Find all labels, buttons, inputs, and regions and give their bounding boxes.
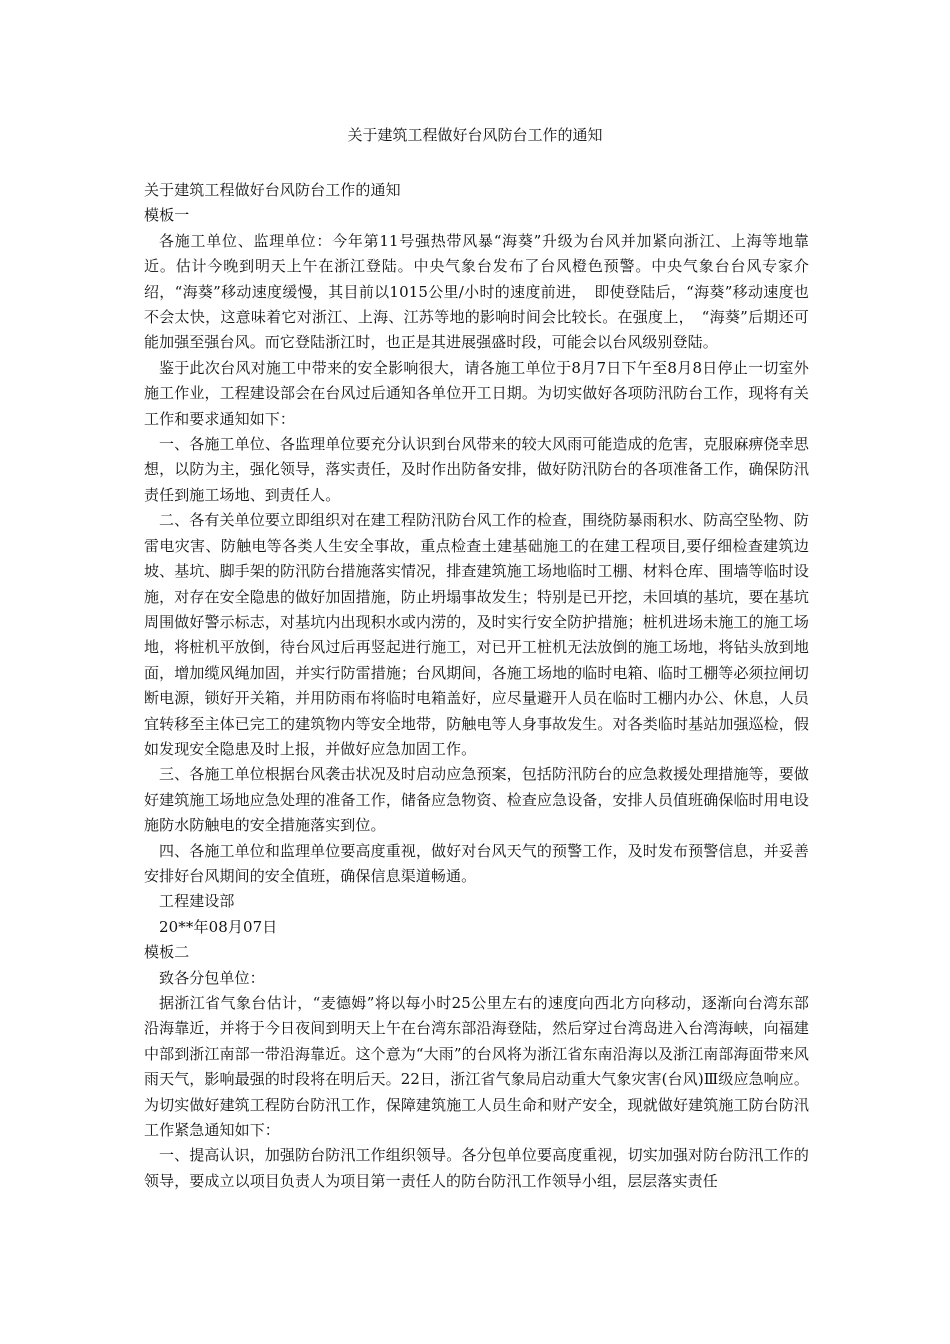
paragraph: 鉴于此次台风对施工中带来的安全影响很大，请各施工单位于8月7日下午至8月8日停止一切室外施工作业，工程建设部会在台风过后通知各单位开工日期。为切实做好各项防汛防台工作，现将有关工作和要求通知如下： — [144, 358, 809, 428]
paragraph: 据浙江省气象台估计，“麦德姆”将以每小时25公里左右的速度向西北方向移动，逐渐向台湾东部沿海靠近，并将于今日夜间到明天上午在台湾东部沿海登陆，然后穿过台湾岛进入台湾海峡，向福建中部到浙江南部一带沿海靠近。这个意为“大雨”的台风将为浙江省东南沿海以及浙江南部海面带来风雨天气，影响最强的时段将在明后天。22日，浙江省气象局启动重大气象灾害(台风)Ⅲ级应急响应。为切实做好建筑工程防台防汛工作，保障建筑施工人员生命和财产安全，现就做好建筑施工防台防汛工作紧急通知如下： — [144, 994, 809, 1140]
paragraph: 三、各施工单位根据台风袭击状况及时启动应急预案，包括防汛防台的应急救援处理措施等，要做好建筑施工场地应急处理的准备工作，储备应急物资、检查应急设备，安排人员值班确保临时用电设施防水防触电的安全措施落实到位。 — [144, 765, 809, 835]
paragraph: 关于建筑工程做好台风防台工作的通知 — [144, 181, 401, 199]
paragraph: 工程建设部 — [159, 892, 235, 911]
paragraph: 四、各施工单位和监理单位要高度重视，做好对台风天气的预警工作，及时发布预警信息，并妥善安排好台风期间的安全值班，确保信息渠道畅通。 — [144, 841, 809, 885]
paragraph: 模板一 — [144, 206, 190, 225]
paragraph: 各施工单位、监理单位：今年第11号强热带风暴“海葵”升级为台风并加紧向浙江、上海等地靠近。估计今晚到明天上午在浙江登陆。中央气象台发布了台风橙色预警。中央气象台台风专家介绍，“海葵”移动速度缓慢，其目前以1015公里/小时的速度前进， 即使登陆后，“海葵”移动速度也不会太快，这意味着它对浙江、上海、江苏等地的影响时间会比较长。在强度上， “海葵”后期还可能加强至强台风。而它登陆浙江时，也正是其进展强盛时段，可能会以台风级别登陆。 — [144, 231, 809, 352]
document-title: 关于建筑工程做好台风防台工作的通知 — [347, 126, 603, 144]
paragraph: 一、各施工单位、各监理单位要充分认识到台风带来的较大风雨可能造成的危害，克服麻痹侥幸思想，以防为主，强化领导，落实责任，及时作出防备安排，做好防汛防台的各项准备工作，确保防汛责任到施工场地、到责任人。 — [144, 435, 809, 504]
paragraph: 二、各有关单位要立即组织对在建工程防汛防台风工作的检查，围绕防暴雨积水、防高空坠物、防雷电灾害、防触电等各类人生安全事故，重点检查土建基础施工的在建工程项目,要仔细检查建筑边坡、基坑、脚手架的防汛防台措施落实情况，排查建筑施工场地临时工棚、材料仓库、围墙等临时设施，对存在安全隐患的做好加固措施，防止坍塌事故发生；特别是已开挖，未回填的基坑，要在基坑周围做好警示标志，对基坑内出现积水或内涝的，及时实行安全防护措施；桩机进场未施工的施工场地，将桩机平放倒，待台风过后再竖起进行施工，对已开工桩机无法放倒的施工场地，将钻头放到地面，增加缆风绳加固，并实行防雷措施；台风期间，各施工场地的临时电箱、临时工棚等必须拉闸切断电源，锁好开关箱，并用防雨布将临时电箱盖好，应尽量避开人员在临时工棚内办公、休息，人员宜转移至主体已完工的建筑物内等安全地带，防触电等人身事故发生。对各类临时基站加强巡检，假如发现安全隐患及时上报，并做好应急加固工作。 — [144, 511, 809, 758]
paragraph: 致各分包单位： — [159, 968, 265, 987]
paragraph: 20**年08月07日 — [159, 917, 278, 936]
paragraph: 模板二 — [144, 943, 190, 962]
paragraph: 一、提高认识，加强防台防汛工作组织领导。各分包单位要高度重视，切实加强对防台防汛工作的领导，要成立以项目负责人为项目第一责任人的防台防汛工作领导小组，层层落实责任 — [144, 1146, 809, 1190]
document-body — [144, 178, 809, 1194]
